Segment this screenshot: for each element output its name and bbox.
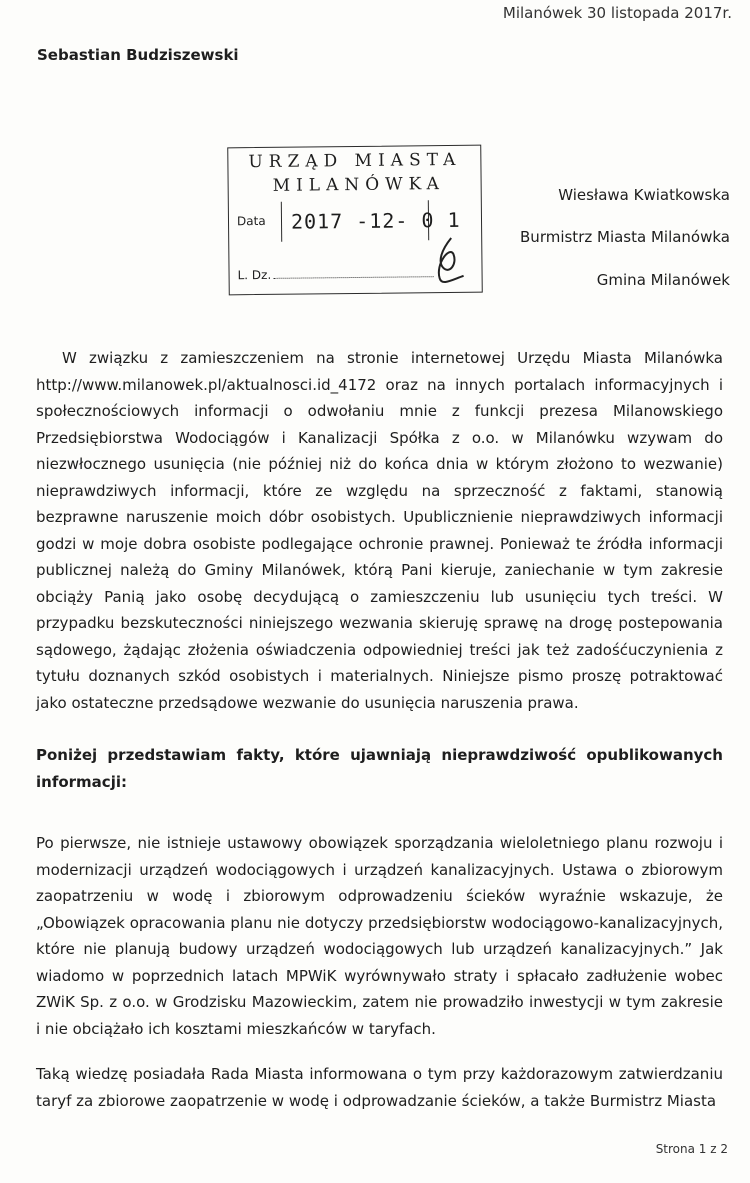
office-stamp: [227, 145, 483, 296]
page-number: Strona 1 z 2: [655, 1142, 728, 1156]
stamp-ldz-label: L. Dz.: [237, 267, 272, 283]
sender-name: Sebastian Budziszewski: [37, 46, 239, 64]
paragraph-facts-heading: Poniżej przedstawiam fakty, które ujawniają nieprawdziwość opublikowanych informacji:: [36, 746, 723, 791]
stamp-line2: MILANÓWKA: [272, 174, 445, 196]
recipient-name: Wiesława Kwiatkowska: [558, 186, 730, 204]
stamp-date-label: Data: [236, 213, 266, 229]
stamp-date-value: 2017 -12- 0 1: [290, 207, 461, 234]
stamp-ldz-line: [274, 276, 434, 279]
recipient-title: Burmistrz Miasta Milanówka: [520, 228, 730, 246]
paragraph-demand: W związku z zamieszczeniem na stronie internetowej Urzędu Miasta Milanówka http://www.milanowek.pl/aktualnosci.id_4172 oraz na innych portalach informacyjnych i społecznościowych informacji o odwołaniu mnie z funkcji prezesa Milanowskiego Przedsiębiorstwa Wodociągów i Kanalizacji Spółka z o.o. w Milanówku wzywam do niezwłocznego usunięcia (nie później niż do końca dnia w którym złożono to wezwanie) nieprawdziwych informacji, które ze względu na sprzeczność z faktami, stanowią bezprawne naruszenie moich dóbr osobistych. Upublicznienie nieprawdziwych informacji godzi w moje dobra osobiste podlegające ochronie prawnej. Ponieważ te źródła informacji publicznej należą do Gminy Milanówek, którą Pani kieruje, zaniechanie w tym zakresie obciąży Panią jako osobę decydującą o zamieszczeniu lub usunięciu tych treści. W przypadku bezskuteczności niniejszego wezwania skieruję sprawę na drogę postepowania sądowego, żądając złożenia oświadczenia odpowiedniej treści jak też zadośćuczynienia z tytułu doznanych szkód osobistych i materialnych. Niniejsze pismo proszę potraktować jako ostateczne przedsądowe wezwanie do usunięcia naruszenia prawa.: [36, 349, 723, 712]
stamp-line1: URZĄD MIASTA: [248, 149, 462, 173]
place-date: Milanówek 30 listopada 2017r.: [502, 4, 732, 22]
handwritten-signature: [425, 234, 470, 288]
recipient-org: Gmina Milanówek: [596, 271, 730, 289]
paragraph-council-knowledge: Taką wiedzę posiadała Rada Miasta informowana o tym przy każdorazowym zatwierdzaniu taryf za zbiorowe zaopatrzenie w wodę i odprowadzanie ścieków, a także Burmistrz Miasta: [36, 1065, 723, 1110]
paragraph-first-fact: Po pierwsze, nie istnieje ustawowy obowiązek sporządzania wieloletniego planu rozwoju i modernizacji urządzeń wodociągowych i urządzeń kanalizacyjnych. Ustawa o zbiorowym zaopatrzeniu w wodę i zbiorowym odprowadzeniu ścieków wyraźnie wskazuje, że „Obowiązek opracowania planu nie dotyczy przedsiębiorstw wodociągowo-kanalizacyjnych, które nie planują budowy urządzeń wodociągowych lub urządzeń kanalizacyjnych.” Jak wiadomo w poprzednich latach MPWiK wyrównywało straty i spłacało zadłużenie wobec ZWiK Sp. z o.o. w Grodzisku Mazowieckim, zatem nie prowadziło inwestycji w tym zakresie i nie obciążało ich kosztami mieszkańców w taryfach.: [36, 834, 723, 1038]
